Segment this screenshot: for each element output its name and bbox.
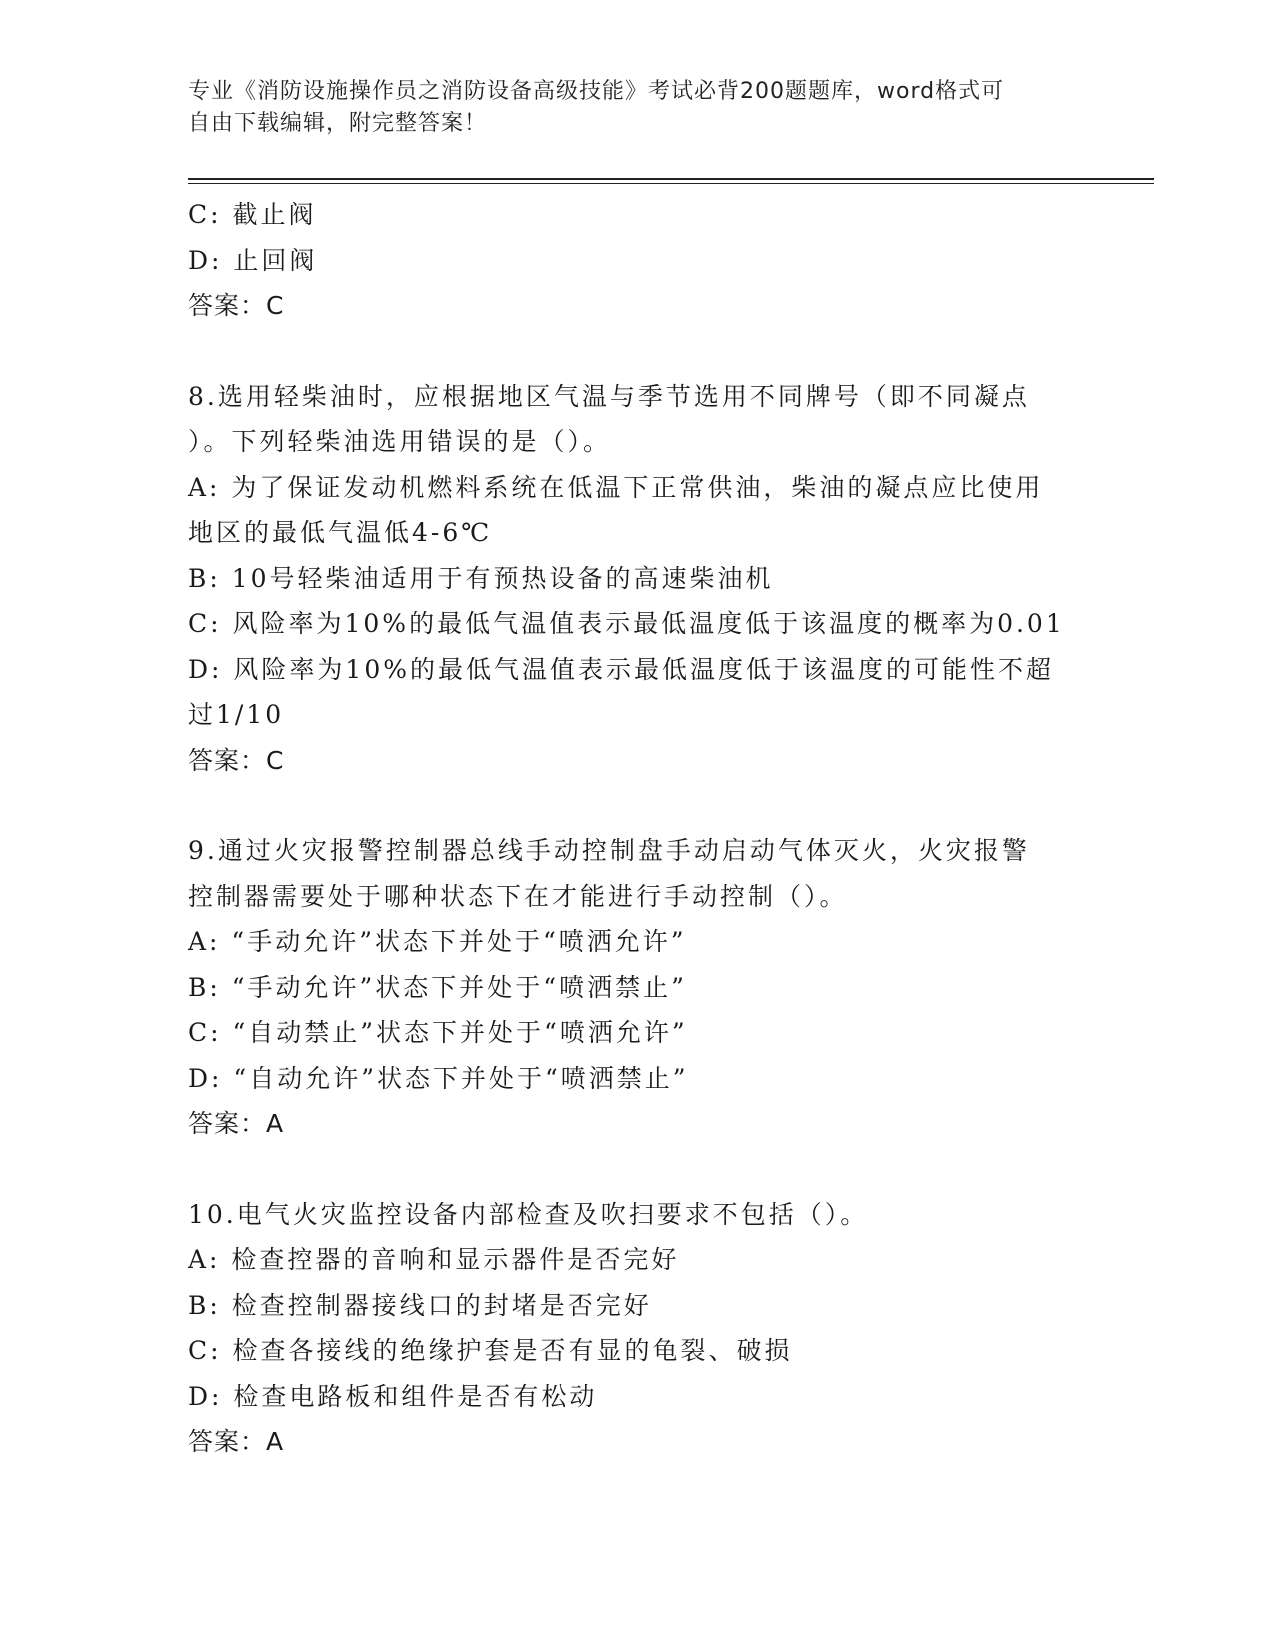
answer-line: 答案：C — [188, 745, 285, 775]
question-stem: 控制器需要处于哪种状态下在才能进行手动控制（）。 — [188, 881, 848, 911]
header-title-line-2: 自由下载编辑，附完整答案！ — [188, 111, 488, 136]
option-a: A: “手动允许”状态下并处于“喷洒允许” — [188, 927, 687, 956]
question-stem: 10.电气火灾监控设备内部检查及吹扫要求不包括（）。 — [188, 1199, 869, 1229]
question-stem: 8.选用轻柴油时，应根据地区气温与季节选用不同牌号（即不同凝点 — [188, 381, 1030, 411]
answer-line: 答案：A — [188, 1109, 285, 1138]
option-d: D: 检查电路板和组件是否有松动 — [188, 1381, 598, 1411]
option-b: B: 检查控制器接线口的封堵是否完好 — [188, 1290, 652, 1320]
page-header — [188, 76, 1088, 140]
answer-line: 答案：A — [188, 1427, 285, 1456]
question-10 — [188, 1192, 1088, 1465]
question-8 — [188, 374, 1088, 784]
option-a-continued: 地区的最低气温低4-6℃ — [188, 518, 493, 547]
option-a: A: 为了保证发动机燃料系统在低温下正常供油，柴油的凝点应比使用 — [188, 472, 1044, 502]
option-d: D: “自动允许”状态下并处于“喷洒禁止” — [188, 1063, 689, 1093]
spacer — [188, 783, 1088, 828]
question-9 — [188, 828, 1088, 1147]
option-d: D: 止回阀 — [188, 245, 318, 275]
option-c: C: 检查各接线的绝缘护套是否有显的龟裂、破损 — [188, 1336, 793, 1365]
option-d: D: 风险率为10%的最低气温值表示最低温度低于该温度的可能性不超 — [188, 654, 1054, 684]
question-stem: 9.通过火灾报警控制器总线手动控制盘手动启动气体灭火，火灾报警 — [188, 836, 1030, 865]
header-divider — [188, 178, 1154, 184]
spacer — [188, 329, 1088, 374]
option-c: C: “自动禁止”状态下并处于“喷洒允许” — [188, 1018, 688, 1047]
spacer — [188, 1147, 1088, 1192]
option-b: B: 10号轻柴油适用于有预热设备的高速柴油机 — [188, 563, 774, 593]
option-b: B: “手动允许”状态下并处于“喷洒禁止” — [188, 972, 687, 1002]
previous-question-tail — [188, 192, 1088, 329]
question-stem: ）。下列轻柴油选用错误的是（）。 — [188, 427, 612, 456]
option-c: C: 风险率为10%的最低气温值表示最低温度低于该温度的概率为0.01 — [188, 609, 1065, 638]
option-a: A: 检查控器的音响和显示器件是否完好 — [188, 1245, 680, 1274]
answer-line: 答案：C — [188, 291, 285, 320]
header-title-line-1: 专业《消防设施操作员之消防设备高级技能》考试必背200题题库，word格式可 — [188, 79, 1005, 104]
option-d-continued: 过1/10 — [188, 700, 285, 729]
option-c: C: 截止阀 — [188, 200, 317, 229]
document-body — [188, 192, 1088, 1465]
